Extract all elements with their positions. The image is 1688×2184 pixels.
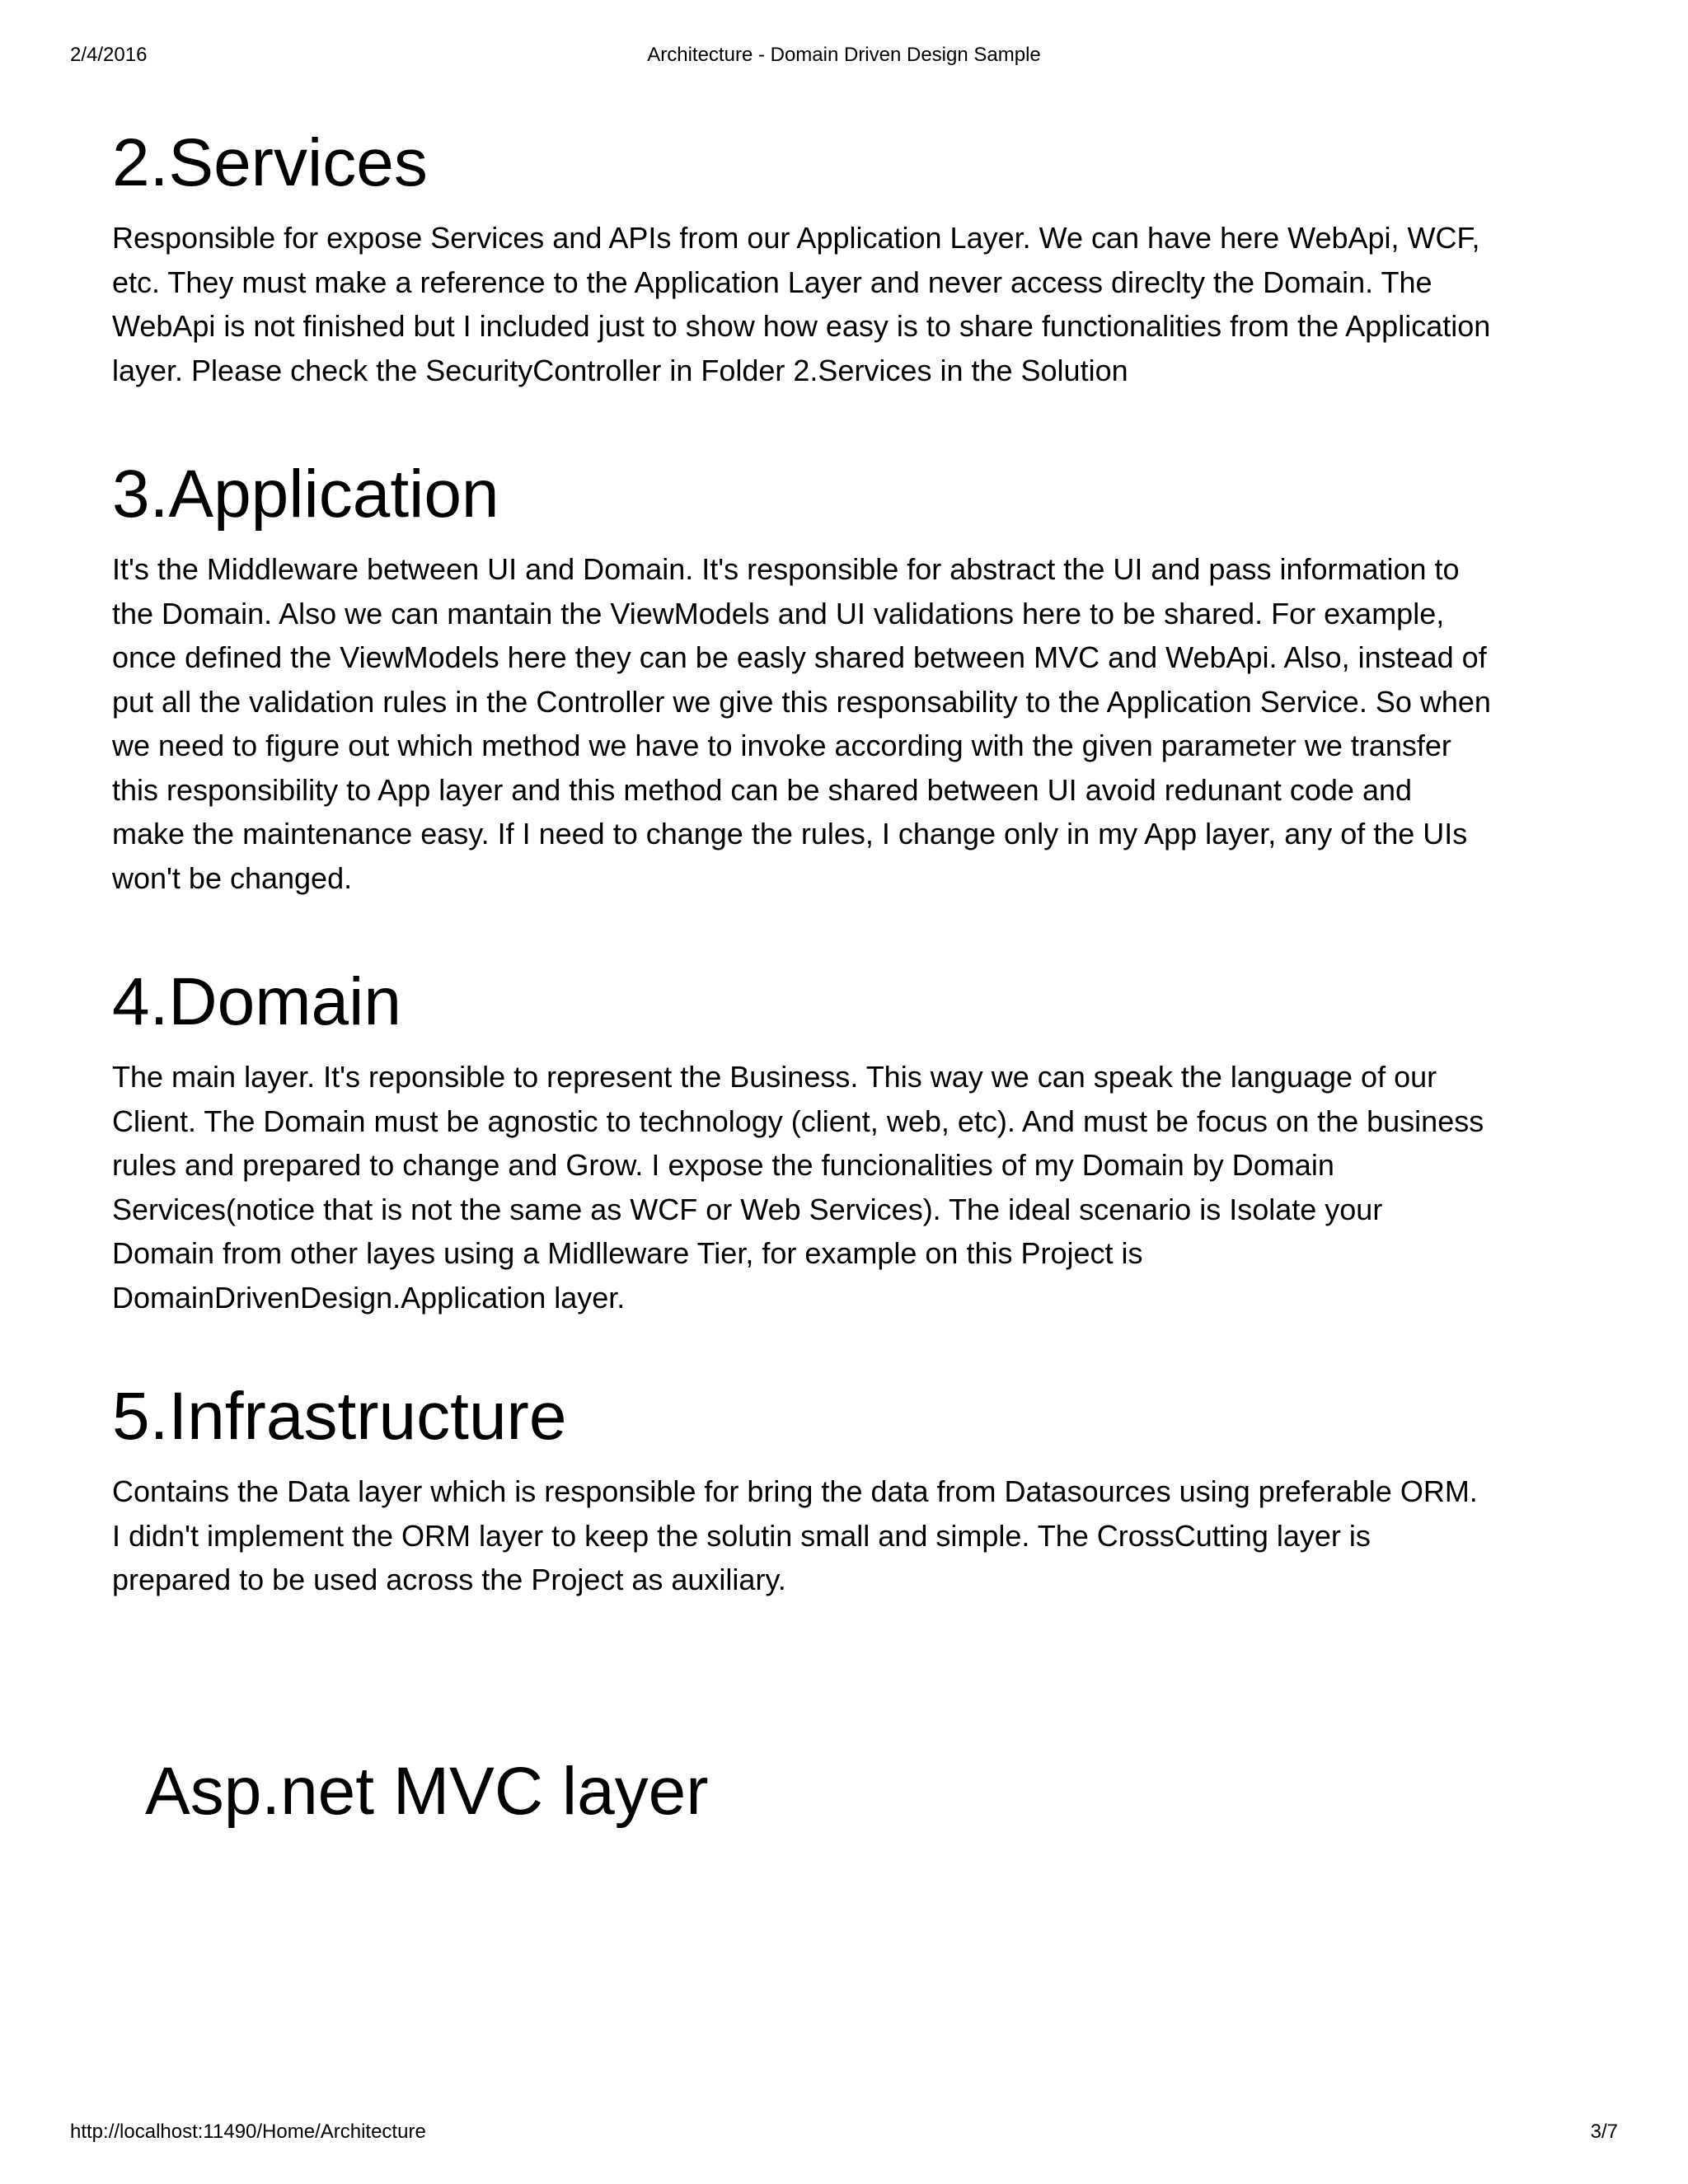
- section-paragraph: Responsible for expose Services and APIs from our Application Layer. We can have here WebApi, WCF, etc. They must make a reference to the Application Layer and never access direclty the Domain. The WebApi is not finished but I included just to show how easy is to share functionalities from the Application layer. Please check the SecurityController in Folder 2.Services in the Solution: [112, 221, 1491, 387]
- section-domain: [112, 963, 1587, 1319]
- section-heading: 3.Application: [112, 457, 499, 532]
- document-content: [112, 124, 1587, 1602]
- print-header: [70, 43, 1618, 71]
- page-number: 3/7: [1590, 2121, 1618, 2143]
- section-paragraph: The main layer. It's reponsible to represent the Business. This way we can speak the language of our Client. The Domain must be agnostic to technology (client, web, etc). And must be focus on the business rules and prepared to change and Grow. I expose the funcionalities of my Domain by Domain Services(notice that is not the same as WCF or Web Services). The ideal scenario is Isolate your Domain from other layes using a Midlleware Tier, for example on this Project is DomainDrivenDesign.Application layer.: [112, 1060, 1484, 1315]
- section-infrastructure: [112, 1377, 1587, 1602]
- section-heading: 2.Services: [112, 125, 428, 200]
- section-paragraph: Contains the Data layer which is responsible for bring the data from Datasources using preferable ORM. I didn't implement the ORM layer to keep the solutin small and simple. The CrossCutting layer is prepared to be used across the Project as auxiliary.: [112, 1474, 1478, 1596]
- mvc-layer-heading: Asp.net MVC layer: [145, 1754, 709, 1829]
- section-services: [112, 124, 1587, 392]
- print-footer: [70, 2120, 1618, 2148]
- section-heading: 5.Infrastructure: [112, 1379, 567, 1454]
- section-heading: 4.Domain: [112, 964, 401, 1039]
- page-url: http://localhost:11490/Home/Architecture: [70, 2121, 426, 2143]
- section-application: [112, 455, 1587, 900]
- section-paragraph: It's the Middleware between UI and Domain. It's responsible for abstract the UI and pass information to the Domain. Also we can mantain the ViewModels and UI validations here to be shared. For example, once defined the ViewModels here they can be easly shared between MVC and WebApi. Also, instead of put all the validation rules in the Controller we give this responsability to the Application Service. So when we need to figure out which method we have to invoke according with the given parameter we transfer this responsibility to App layer and this method can be shared between UI avoid redunant code and make the maintenance easy. If I need to change the rules, I change only in my App layer, any of the UIs won't be changed.: [112, 552, 1491, 895]
- print-date: 2/4/2016: [70, 44, 148, 66]
- print-title: Architecture - Domain Driven Design Sample: [647, 44, 1041, 66]
